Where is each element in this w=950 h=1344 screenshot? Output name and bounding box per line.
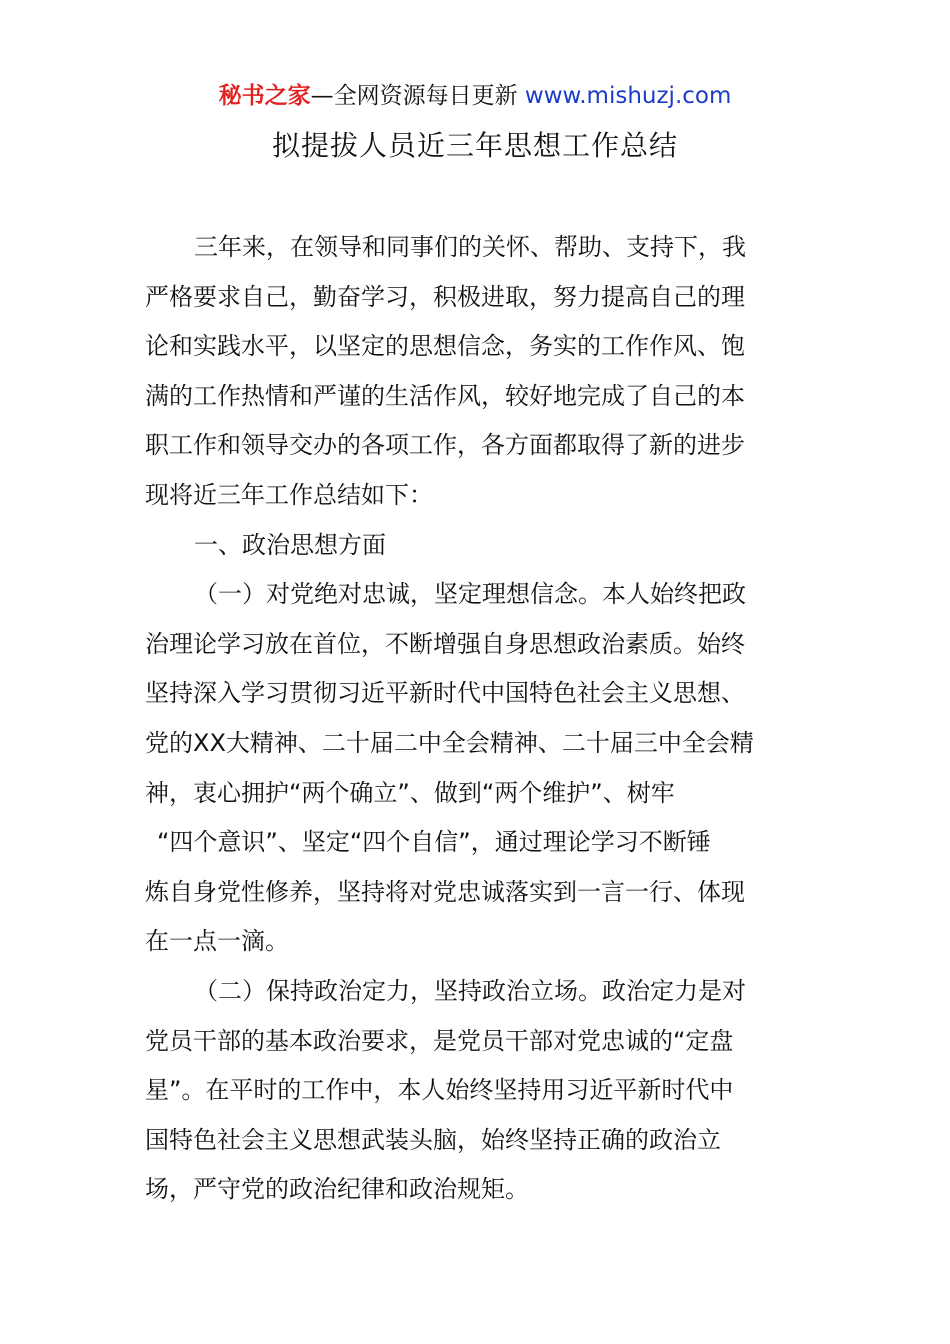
paragraph-line: 党的XX大精神、二十届二中全会精神、二十届三中全会精 — [145, 728, 754, 757]
paragraph-line: 满的工作热情和严谨的生活作风，较好地完成了自己的本 — [145, 381, 745, 410]
paragraph-line: 坚持深入学习贯彻习近平新时代中国特色社会主义思想、 — [145, 679, 745, 708]
paragraph-line: 在一点一滴。 — [145, 927, 289, 956]
paragraph-line: 神，衷心拥护“两个确立”、做到“两个维护”、树牢 — [145, 778, 675, 807]
site-slogan: —全网资源每日更新 — [310, 83, 525, 109]
paragraph-line: 严格要求自己，勤奋学习，积极进取，努力提高自己的理 — [145, 282, 745, 311]
paragraph-line: 炼自身党性修养，坚持将对党忠诚落实到一言一行、体现 — [145, 877, 745, 906]
paragraph-line: 治理论学习放在首位，不断增强自身思想政治素质。始终 — [145, 629, 745, 658]
paragraph-line: 职工作和领导交办的各项工作，各方面都取得了新的进步 — [145, 431, 745, 460]
paragraph-line: 现将近三年工作总结如下： — [145, 480, 433, 509]
site-url[interactable]: www.mishuzj.com — [524, 83, 732, 109]
paragraph-line: 三年来，在领导和同事们的关怀、帮助、支持下，我 — [194, 233, 746, 261]
document-body — [145, 223, 815, 1215]
paragraph-line: 论和实践水平，以坚定的思想信念，务实的工作作风、饱 — [145, 332, 745, 361]
paragraph-line: 党员干部的基本政治要求，是党员干部对党忠诚的“定盘 — [145, 1026, 734, 1055]
paragraph-line: 场，严守党的政治纪律和政治规矩。 — [145, 1175, 529, 1204]
paragraph-line: （一）对党绝对忠诚，坚定理想信念。本人始终把政 — [194, 580, 746, 609]
paragraph-line: 国特色社会主义思想武装头脑，始终坚持正确的政治立 — [145, 1125, 721, 1154]
section-heading: 一、政治思想方面 — [194, 530, 386, 559]
site-header — [0, 80, 950, 112]
brand-name: 秘书之家 — [218, 83, 311, 109]
paragraph-line: （二）保持政治定力，坚持政治立场。政治定力是对 — [194, 976, 746, 1005]
paragraph-line: 星”。在平时的工作中，本人始终坚持用习近平新时代中 — [145, 1076, 734, 1105]
paragraph-line: “四个意识”、坚定“四个自信”，通过理论学习不断锤 — [157, 828, 711, 857]
document-title: 拟提拔人员近三年思想工作总结 — [271, 129, 678, 162]
